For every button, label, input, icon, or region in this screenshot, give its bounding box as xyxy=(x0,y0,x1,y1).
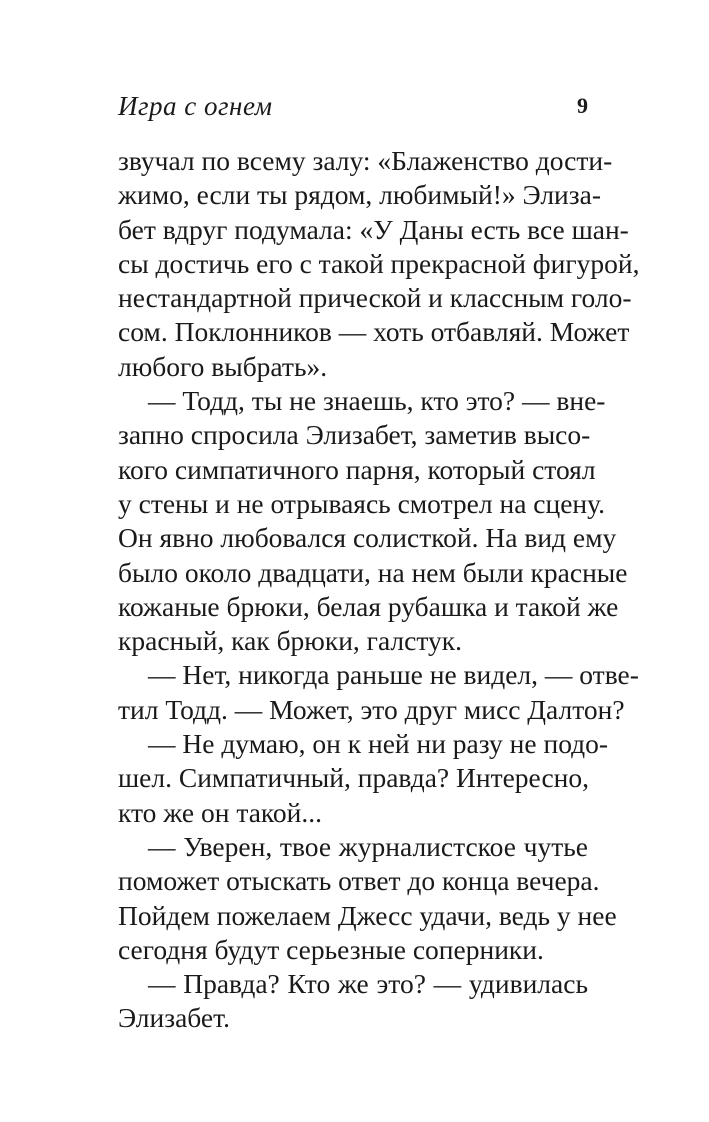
text-line: бет вдруг подумала: «У Даны есть все шан- xyxy=(118,213,629,245)
text-line: кто же он такой... xyxy=(118,796,322,828)
text-line: кого симпатичного парня, который стоял xyxy=(118,453,596,485)
text-line: Он явно любовался солисткой. На вид ему xyxy=(118,522,617,554)
page-number: 9 xyxy=(577,93,588,118)
running-head xyxy=(118,88,588,128)
text-line: жимо, если ты рядом, любимый!» Элиза- xyxy=(118,179,601,211)
text-line: Элизабет. xyxy=(118,1002,230,1034)
text-line: поможет отыскать ответ до конца вечера. xyxy=(118,865,600,897)
text-line: — Тодд, ты не знаешь, кто это? — вне- xyxy=(148,385,606,417)
text-line: Пойдем пожелаем Джесс удачи, ведь у нее xyxy=(118,899,617,931)
text-line: — Не думаю, он к ней ни разу не подо- xyxy=(148,728,609,760)
text-line: сом. Поклонников — хоть отбавляй. Может xyxy=(118,316,630,348)
text-line: — Правда? Кто же это? — удивилась xyxy=(148,968,588,1000)
text-line: красный, как брюки, галстук. xyxy=(118,625,462,657)
text-line: любого выбрать». xyxy=(118,350,328,382)
text-line: — Уверен, твое журналистское чутье xyxy=(148,830,588,862)
text-line: запно спросила Элизабет, заметив высо- xyxy=(118,419,591,451)
text-line: звучал по всему залу: «Блаженство дости- xyxy=(118,145,613,176)
body-text xyxy=(118,144,640,1036)
text-line: тил Тодд. — Может, это друг мисс Далтон? xyxy=(118,693,625,725)
text-line: сы достичь его с такой прекрасной фигурой, xyxy=(118,247,640,279)
text-line: у стены и не отрываясь смотрел на сцену. xyxy=(118,487,605,519)
text-line: было около двадцати, на нем были красные xyxy=(118,556,628,588)
text-line: сегодня будут серьезные соперники. xyxy=(118,933,544,965)
text-line: нестандартной прической и классным голо- xyxy=(118,282,632,314)
text-line: кожаные брюки, белая рубашка и такой же xyxy=(118,590,619,622)
book-title: Игра с огнем xyxy=(118,91,273,121)
text-line: шел. Симпатичный, правда? Интересно, xyxy=(118,762,589,794)
text-line: — Нет, никогда раньше не видел, — отве- xyxy=(148,659,639,691)
